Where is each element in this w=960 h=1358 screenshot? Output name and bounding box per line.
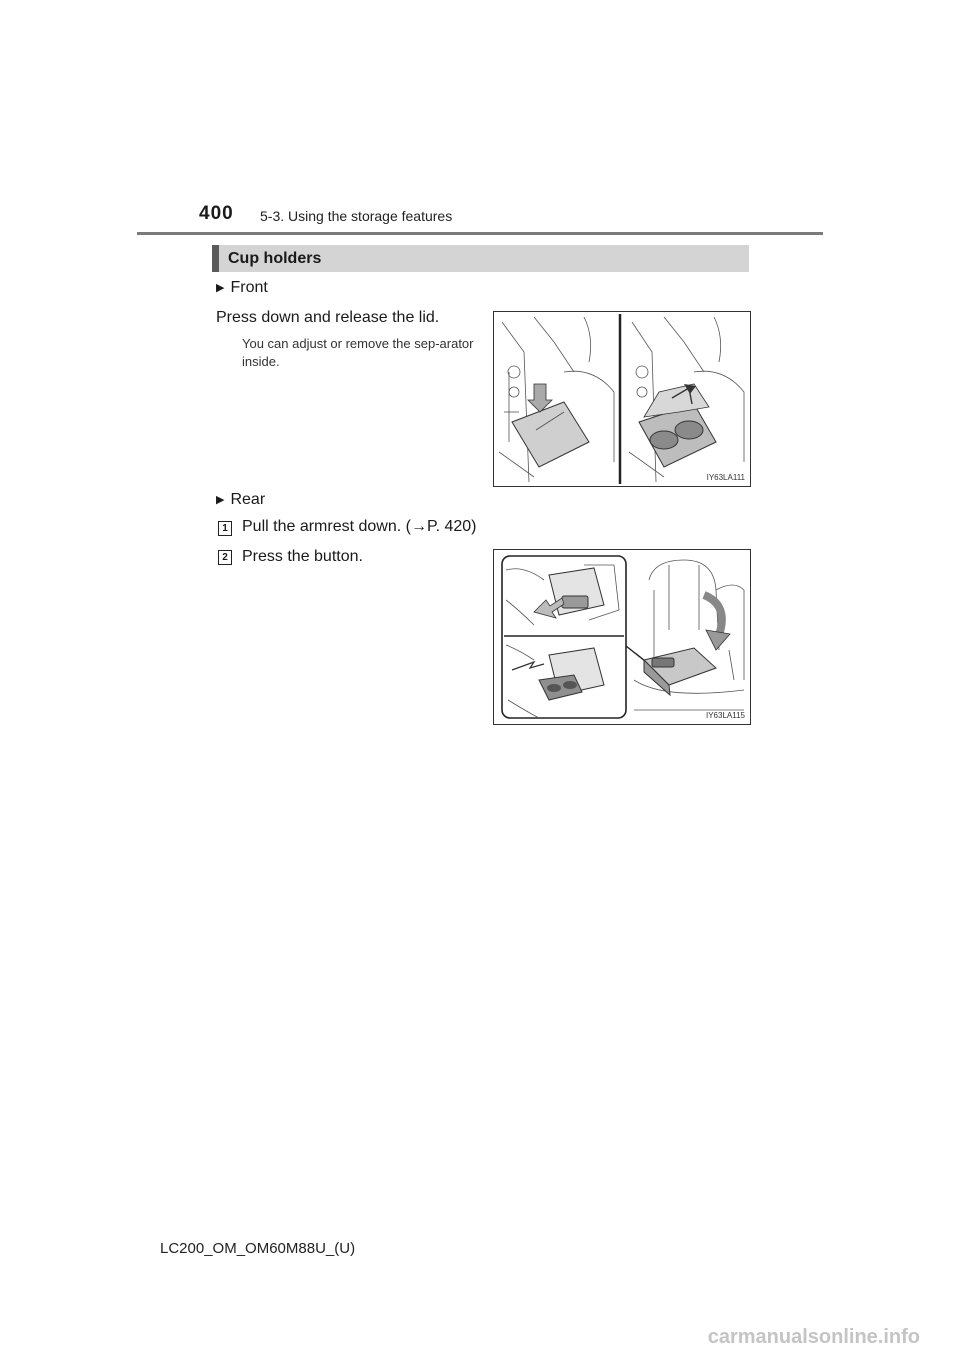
- front-instruction: Press down and release the lid.: [216, 309, 440, 326]
- rear-bullet: [216, 491, 265, 509]
- step-2-text: Press the button.: [242, 548, 363, 565]
- rear-figure-code: IY63LA115: [706, 711, 745, 720]
- step-number-1: 1: [218, 521, 232, 536]
- front-label: Front: [230, 279, 268, 296]
- rear-cup-holder-illustration: [494, 550, 750, 724]
- document-code: LC200_OM_OM60M88U_(U): [160, 1240, 356, 1257]
- front-cup-holder-figure: [493, 311, 751, 487]
- step-number-2: 2: [218, 550, 232, 565]
- header-divider: [137, 232, 823, 235]
- rear-label: Rear: [230, 491, 266, 508]
- front-bullet: [216, 279, 268, 297]
- front-figure-code: IY63LA111: [706, 473, 745, 482]
- rear-cup-holder-figure: [493, 549, 751, 725]
- triangle-bullet-icon: ▶: [216, 494, 225, 506]
- step-1-text: Pull the armrest down. (→P. 420): [242, 518, 477, 535]
- section-title: 5-3. Using the storage features: [260, 208, 453, 224]
- section-heading-text: Cup holders: [228, 250, 322, 267]
- front-note: You can adjust or remove the sep-arator inside.: [242, 336, 474, 369]
- page-number: 400: [199, 203, 234, 224]
- watermark: carmanualsonline.info: [707, 1326, 920, 1348]
- section-heading: [212, 245, 749, 272]
- front-cup-holder-illustration: [494, 312, 750, 486]
- triangle-bullet-icon: ▶: [216, 282, 225, 294]
